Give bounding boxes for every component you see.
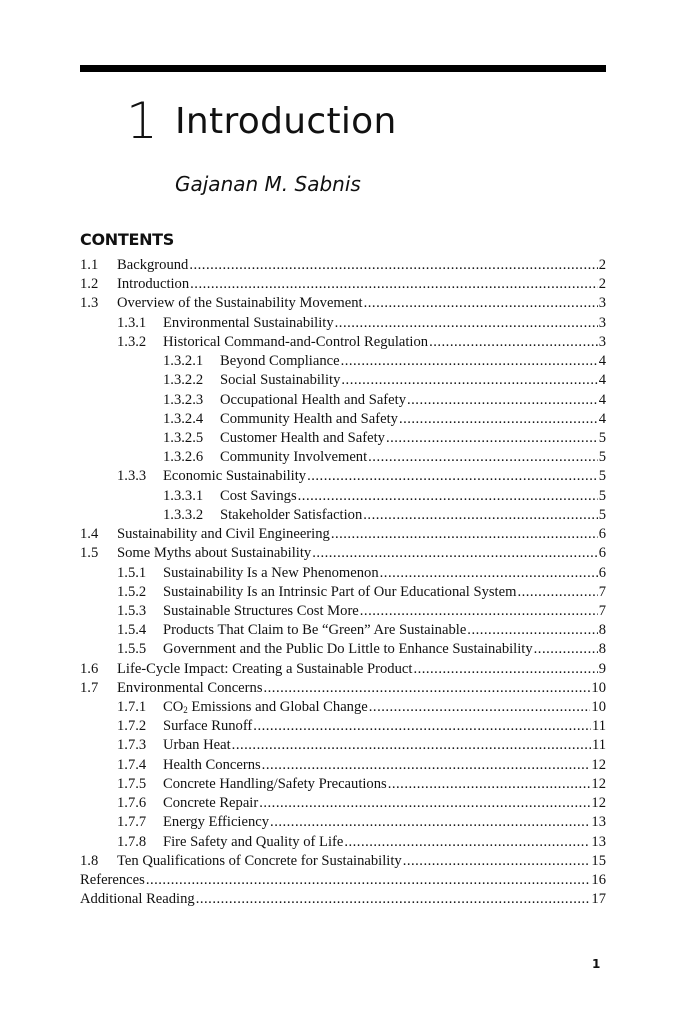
toc-title-text: Products That Claim to Be “Green” Are Sustainable: [163, 622, 467, 639]
dot-leader: [399, 410, 598, 429]
toc-title-text: Energy Efficiency: [163, 814, 270, 831]
toc-title-text: Sustainable Structures Cost More: [163, 602, 359, 619]
toc-entry-number: 1.1: [80, 257, 99, 273]
toc-entry-number: 1.7.1: [117, 699, 147, 716]
toc-entry[interactable]: [80, 487, 606, 506]
toc-entry-page: 6: [598, 545, 606, 562]
toc-title-text: Additional Reading: [80, 891, 195, 908]
dot-leader: [360, 602, 598, 621]
toc-entry[interactable]: [80, 564, 606, 583]
toc-entry-title: [163, 833, 343, 852]
toc-entry-number: 1.3.2.5: [163, 429, 204, 446]
toc-entry-title: [163, 756, 261, 775]
toc-title-text: Health Concerns: [163, 756, 261, 773]
toc-entry-page: 8: [598, 622, 606, 639]
dot-leader: [270, 813, 590, 832]
toc-entry-number: 1.8: [80, 852, 99, 869]
dot-leader: [380, 564, 598, 583]
toc-entry[interactable]: [80, 544, 606, 563]
toc-title-text: Urban Heat: [163, 737, 231, 754]
toc-entry-page: 3: [598, 314, 606, 331]
dot-leader: [146, 871, 591, 890]
toc-entry[interactable]: [80, 794, 606, 813]
toc-entry-title: [163, 583, 516, 602]
toc-entry-title: [163, 794, 258, 813]
toc-entry-title: [220, 410, 398, 429]
toc-entry-page: 7: [598, 602, 606, 619]
toc-entry-number: 1.3.3.1: [163, 487, 204, 504]
toc-entry[interactable]: [80, 391, 606, 410]
toc-entry-page: 4: [598, 391, 606, 408]
toc-entry[interactable]: [80, 314, 606, 333]
toc-entry-page: 6: [598, 526, 606, 543]
toc-entry-title: [163, 602, 359, 621]
toc-title-text: Economic Sustainability: [163, 468, 307, 485]
toc-title-text: Environmental Concerns: [117, 679, 263, 696]
dot-leader: [341, 371, 597, 390]
toc-entry-page: 4: [598, 410, 606, 427]
toc-title-text: Fire Safety and Quality of Life: [163, 833, 344, 850]
toc-entry-title: [163, 621, 466, 640]
toc-entry-title: [220, 429, 385, 448]
toc-title-text: Emissions and Global Change: [187, 699, 368, 716]
toc-entry-page: 12: [591, 775, 606, 792]
toc-entry-page: 5: [598, 487, 606, 504]
dot-leader: [369, 698, 591, 717]
toc-entry[interactable]: [80, 640, 606, 659]
toc-entry[interactable]: [80, 833, 606, 852]
toc-entry-number: 1.3.2.4: [163, 410, 204, 427]
chapter-author: Gajanan M. Sabnis: [175, 172, 361, 196]
toc-title-text: Concrete Handling/Safety Precautions: [163, 775, 387, 792]
toc-title-text: Introduction: [117, 276, 190, 293]
toc-entry-title: [117, 660, 412, 679]
toc-entry-number: 1.4: [80, 526, 99, 543]
toc-entry[interactable]: [80, 602, 606, 621]
toc-entry-number: 1.3.3: [117, 468, 147, 485]
toc-entry-page: 10: [591, 679, 606, 696]
dot-leader: [344, 833, 590, 852]
toc-entry-number: 1.3.2.2: [163, 372, 204, 389]
toc-entry-page: 11: [591, 737, 606, 754]
toc-entry-number: 1.5.4: [117, 622, 147, 639]
toc-entry-number: 1.5.2: [117, 583, 147, 600]
toc-entry-page: 10: [591, 699, 606, 716]
contents-heading: CONTENTS: [80, 230, 175, 249]
chapter-number: 1: [126, 92, 158, 150]
toc-entry-title: [220, 352, 340, 371]
toc-entry-title: [163, 564, 379, 583]
dot-leader: [364, 294, 598, 313]
toc-entry[interactable]: [80, 371, 606, 390]
toc-title-prefix: CO: [163, 699, 184, 716]
toc-entry-title: [117, 525, 330, 544]
toc-entry-title: [117, 275, 189, 294]
dot-leader: [363, 506, 597, 525]
toc-entry[interactable]: [80, 717, 606, 736]
toc-entry-title: [117, 256, 188, 275]
toc-entry[interactable]: [80, 333, 606, 352]
toc-entry-title: [163, 333, 428, 352]
dot-leader: [298, 487, 598, 506]
toc-title-text: Government and the Public Do Little to Enhance Sustainability: [163, 641, 533, 658]
toc-entry-page: 16: [591, 872, 606, 888]
toc-entry-title: [220, 371, 340, 390]
toc-entry[interactable]: [80, 756, 606, 775]
toc-title-text: Customer Health and Safety: [220, 429, 385, 446]
dot-leader: [312, 544, 598, 563]
toc-entry-title: [163, 314, 334, 333]
dot-leader: [386, 429, 598, 448]
page-number: 1: [592, 957, 601, 971]
toc-entry-number: 1.7.6: [117, 795, 147, 812]
dot-leader: [189, 256, 597, 275]
toc-entry[interactable]: [80, 352, 606, 371]
toc-entry-page: 11: [591, 718, 606, 735]
toc-title-text: References: [80, 872, 145, 888]
toc-entry-title: [163, 813, 269, 832]
toc-entry-number: 1.6: [80, 660, 99, 677]
toc-title-text: Stakeholder Satisfaction: [220, 506, 363, 523]
toc-entry[interactable]: [80, 506, 606, 525]
toc-title-text: Sustainability Is a New Phenomenon: [163, 564, 379, 581]
toc-title-text: Background: [117, 257, 189, 273]
toc-entry-number: 1.5.5: [117, 641, 147, 658]
toc-entry-page: 6: [598, 564, 606, 581]
toc-entry-page: 3: [598, 333, 606, 350]
toc-entry-page: 5: [598, 506, 606, 523]
toc-entry-number: 1.5.3: [117, 602, 147, 619]
dot-leader: [259, 794, 590, 813]
toc-title-text: Life-Cycle Impact: Creating a Sustainable Product: [117, 660, 413, 677]
dot-leader: [331, 525, 598, 544]
toc-title-text: Sustainability and Civil Engineering: [117, 526, 330, 543]
toc-entry[interactable]: [80, 275, 606, 294]
toc-entry[interactable]: [80, 813, 606, 832]
dot-leader: [335, 314, 598, 333]
toc-entry-page: 17: [591, 891, 606, 908]
toc-entry-number: 1.3.3.2: [163, 506, 204, 523]
toc-entry-title: [163, 640, 533, 659]
toc-title-text: Occupational Health and Safety: [220, 391, 406, 408]
toc-entry-number: 1.7.4: [117, 756, 147, 773]
toc-entry-number: 1.7.7: [117, 814, 147, 831]
dot-leader: [341, 352, 598, 371]
toc-entry-title: [163, 467, 306, 486]
toc-entry[interactable]: [80, 410, 606, 429]
toc-title-text: Some Myths about Sustainability: [117, 545, 312, 562]
toc-entry[interactable]: [80, 525, 606, 544]
toc-entry-title: [80, 871, 145, 890]
toc-entry-number: 1.5: [80, 545, 99, 562]
dot-leader: [232, 736, 591, 755]
toc-entry[interactable]: [80, 775, 606, 794]
toc-entry-title: [163, 698, 368, 717]
toc-entry[interactable]: [80, 294, 606, 313]
dot-leader: [534, 640, 598, 659]
toc-title-text: Beyond Compliance: [220, 353, 340, 370]
toc-entry-title: [220, 506, 362, 525]
toc-entry-title: [80, 890, 195, 909]
toc-entry-number: 1.5.1: [117, 564, 147, 581]
dot-leader: [429, 333, 598, 352]
toc-entry-title: [163, 736, 231, 755]
toc-entry-page: 9: [598, 660, 606, 677]
dot-leader: [264, 679, 591, 698]
top-rule: [80, 65, 606, 72]
dot-leader: [413, 660, 597, 679]
dot-leader: [388, 775, 591, 794]
dot-leader: [403, 852, 591, 871]
toc-entry-page: 15: [591, 852, 606, 869]
dot-leader: [307, 467, 598, 486]
toc-entry-number: 1.7.2: [117, 718, 147, 735]
toc-entry-number: 1.3.1: [117, 314, 147, 331]
toc-title-text: Overview of the Sustainability Movement: [117, 295, 363, 312]
toc-title-text: Social Sustainability: [220, 372, 341, 389]
dot-leader: [253, 717, 591, 736]
toc-entry-page: 8: [598, 641, 606, 658]
toc-entry[interactable]: [80, 621, 606, 640]
toc-entry-page: 3: [598, 295, 606, 312]
toc-entry-page: 13: [591, 833, 606, 850]
toc-title-text: Historical Command-and-Control Regulation: [163, 333, 429, 350]
toc-entry-page: 4: [598, 372, 606, 389]
toc-entry-title: [163, 775, 387, 794]
toc-entry-page: 2: [598, 257, 606, 273]
toc-entry-title: [117, 679, 263, 698]
toc-title-subscript: 2: [183, 705, 188, 716]
toc-entry[interactable]: [80, 256, 606, 275]
dot-leader: [467, 621, 597, 640]
toc-entry-title: [220, 487, 297, 506]
toc-title-text: Surface Runoff: [163, 718, 253, 735]
toc-entry-title: [117, 544, 311, 563]
toc-entry[interactable]: [80, 698, 606, 717]
dot-leader: [517, 583, 597, 602]
toc-entry-number: 1.7.5: [117, 775, 147, 792]
toc-title-text: Concrete Repair: [163, 795, 259, 812]
toc-entry-page: 12: [591, 756, 606, 773]
toc-entry-page: 13: [591, 814, 606, 831]
chapter-title: Introduction: [175, 101, 397, 142]
toc-entry-number: 1.3: [80, 295, 99, 312]
toc-title-text: Environmental Sustainability: [163, 314, 334, 331]
toc-entry-title: [117, 852, 402, 871]
toc-entry-number: 1.3.2.6: [163, 449, 204, 466]
toc-entry[interactable]: [80, 448, 606, 467]
toc-entry-page: 12: [591, 795, 606, 812]
table-of-contents: [80, 256, 606, 909]
toc-entry[interactable]: [80, 467, 606, 486]
toc-entry-number: 1.3.2: [117, 333, 147, 350]
dot-leader: [368, 448, 598, 467]
toc-title-text: Sustainability Is an Intrinsic Part of Our Educational System: [163, 583, 517, 600]
dot-leader: [407, 391, 598, 410]
toc-entry-number: 1.3.2.1: [163, 353, 204, 370]
toc-entry-page: 5: [598, 449, 606, 466]
toc-entry-title: [163, 717, 252, 736]
toc-entry-title: [117, 294, 363, 313]
toc-entry[interactable]: [80, 660, 606, 679]
toc-entry-title: [220, 391, 406, 410]
toc-entry-page: 4: [598, 353, 606, 370]
toc-entry[interactable]: [80, 871, 606, 890]
toc-entry-number: 1.2: [80, 276, 99, 293]
toc-entry-title: [220, 448, 367, 467]
toc-entry-page: 2: [598, 276, 606, 293]
toc-title-text: Ten Qualifications of Concrete for Sustainability: [117, 852, 402, 869]
toc-entry-number: 1.7.3: [117, 737, 147, 754]
toc-entry[interactable]: [80, 736, 606, 755]
toc-entry-number: 1.3.2.3: [163, 391, 204, 408]
toc-entry-page: 5: [598, 429, 606, 446]
toc-entry[interactable]: [80, 679, 606, 698]
dot-leader: [262, 756, 591, 775]
toc-entry[interactable]: [80, 429, 606, 448]
toc-entry-number: 1.7.8: [117, 833, 147, 850]
toc-entry-page: 5: [598, 468, 606, 485]
toc-entry[interactable]: [80, 890, 606, 909]
toc-entry[interactable]: [80, 852, 606, 871]
toc-entry[interactable]: [80, 583, 606, 602]
toc-title-text: Cost Savings: [220, 487, 297, 504]
toc-title-text: Community Involvement: [220, 449, 368, 466]
toc-title-text: Community Health and Safety: [220, 410, 398, 427]
toc-entry-page: 7: [598, 583, 606, 600]
dot-leader: [190, 275, 598, 294]
dot-leader: [196, 890, 591, 909]
toc-entry-number: 1.7: [80, 679, 99, 696]
